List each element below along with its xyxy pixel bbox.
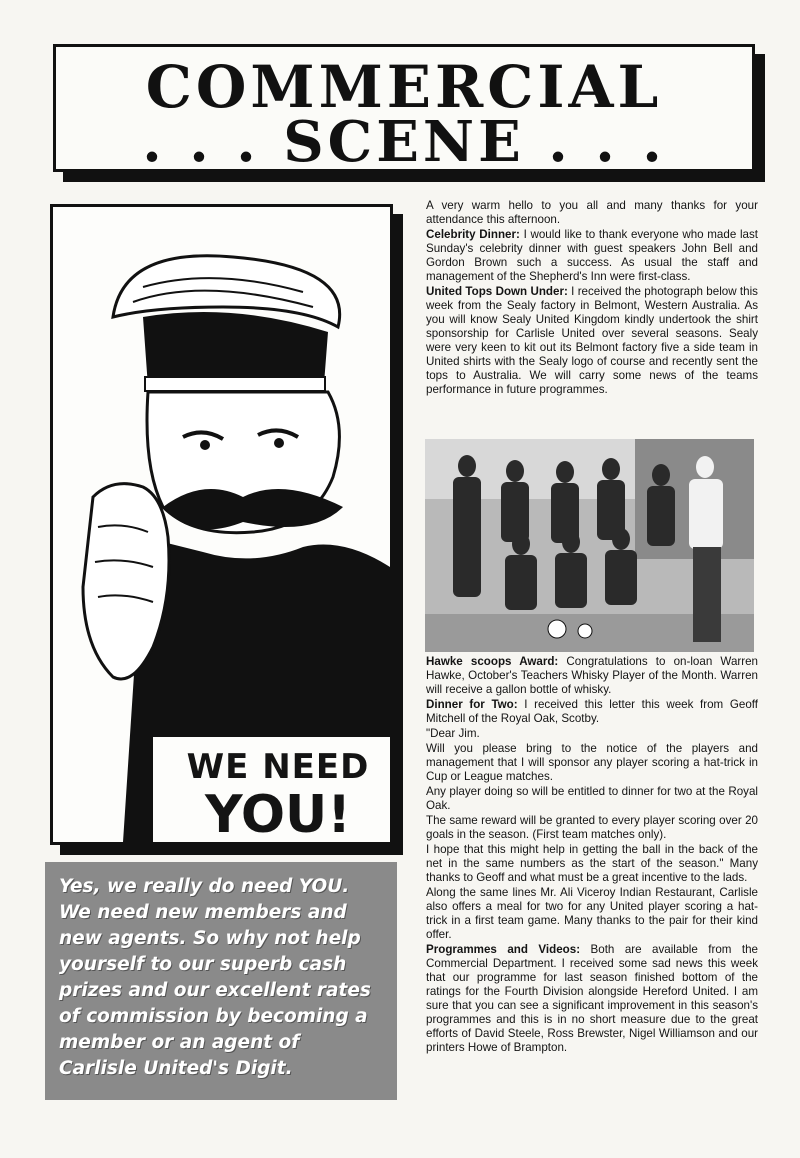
programmes-heading: Programmes and Videos: xyxy=(426,943,581,956)
intro-paragraph xyxy=(426,199,758,227)
recruitment-poster xyxy=(50,204,393,845)
viceroy-paragraph: Along the same lines Mr. Ali Viceroy Indian Restaurant, Carlisle also offers a meal for two for any United player scoring a hat-trick in a first team game. Many thanks to the pair for their kind offer. xyxy=(426,886,758,941)
tops-text: I received the photograph below this week from the Sealy factory in Belmont, Western Australia. As you will know Sealy United Kingdom kindly undertook the shirt sponsorship for Carlisle United over several seasons. Sealy were very keen to kit out its Belmont factory five a side team in United shirts with the Sealy logo of course and recently sent the tops to Australia. We will carry some news of the teams performance in future programmes. xyxy=(426,285,758,396)
tops-heading: United Tops Down Under: xyxy=(426,285,568,298)
letter-greeting: "Dear Jim. xyxy=(426,727,480,740)
dinner-text: I received this letter this week from Geoff Mitchell of the Royal Oak, Scotby. xyxy=(426,698,758,725)
dinner-heading: Dinner for Two: xyxy=(426,698,518,711)
hawke-heading: Hawke scoops Award: xyxy=(426,655,559,668)
team-photo-image xyxy=(425,439,754,652)
poster-you: YOU! xyxy=(205,785,351,845)
celebrity-paragraph xyxy=(426,228,758,284)
letter-paragraph-4: I hope that this might help in getting the ball in the back of the net in the same numbers as the start of the season." Many thanks to Geoff and what must be a great incentive to the lads. xyxy=(426,843,758,884)
programmes-paragraph xyxy=(426,943,758,1055)
article-column-bottom xyxy=(426,655,758,1056)
hawke-text: Congratulations to on-loan Warren Hawke, October's Teachers Whisky Player of the Month. Warren will receive a gallon bottle of whisky. xyxy=(426,655,759,696)
letter-paragraph-1: Will you please bring to the notice of the players and management that I will sponsor any player scoring a hat-trick in Cup or League matches. xyxy=(426,742,758,783)
poster-we-need: WE NEED xyxy=(186,747,370,787)
promo-box xyxy=(45,862,397,1100)
letter-paragraph-3: The same reward will be granted to every player scoring over 20 goals in the season. (First team matches only). xyxy=(426,814,758,841)
promo-text: Yes, we really do need YOU. We need new members and new agents. So why not help yourself to our superb cash prizes and our excellent rates of commission by becoming a member or an agent of Carlisle United's Digit. xyxy=(59,876,371,1079)
title-line-1: COMMERCIAL xyxy=(145,53,663,121)
article-column-top xyxy=(426,199,758,398)
title-banner xyxy=(53,44,755,175)
hawke-paragraph xyxy=(426,655,758,697)
title-line-2: . . . SCENE . . . xyxy=(142,109,666,175)
celebrity-text: I would like to thank everyone who made last Sunday's celebrity dinner with guest speakers John Bell and Gordon Brown such a success. As usual the staff and management of the Shepherd's Inn were first-class. xyxy=(426,228,759,283)
tops-paragraph xyxy=(426,285,758,397)
team-photo xyxy=(425,439,754,652)
celebrity-heading: Celebrity Dinner: xyxy=(426,228,520,241)
intro-text: A very warm hello to you all and many thanks for your attendance this afternoon. xyxy=(426,199,758,226)
letter-paragraph-2: Any player doing so will be entitled to dinner for two at the Royal Oak. xyxy=(426,785,758,812)
dinner-paragraph xyxy=(426,698,758,726)
programmes-text: Both are available from the Commercial Department. I received some sad news this week that our programme for last season finished bottom of the ratings for the Fourth Division alongside Hereford United. I am sure that you can see a significant improvement in this season's programmes and this is in no short measure due to the great efforts of David Steele, Ross Brewster, Nigel Williamson and our printers Howe of Brampton. xyxy=(426,943,758,1054)
